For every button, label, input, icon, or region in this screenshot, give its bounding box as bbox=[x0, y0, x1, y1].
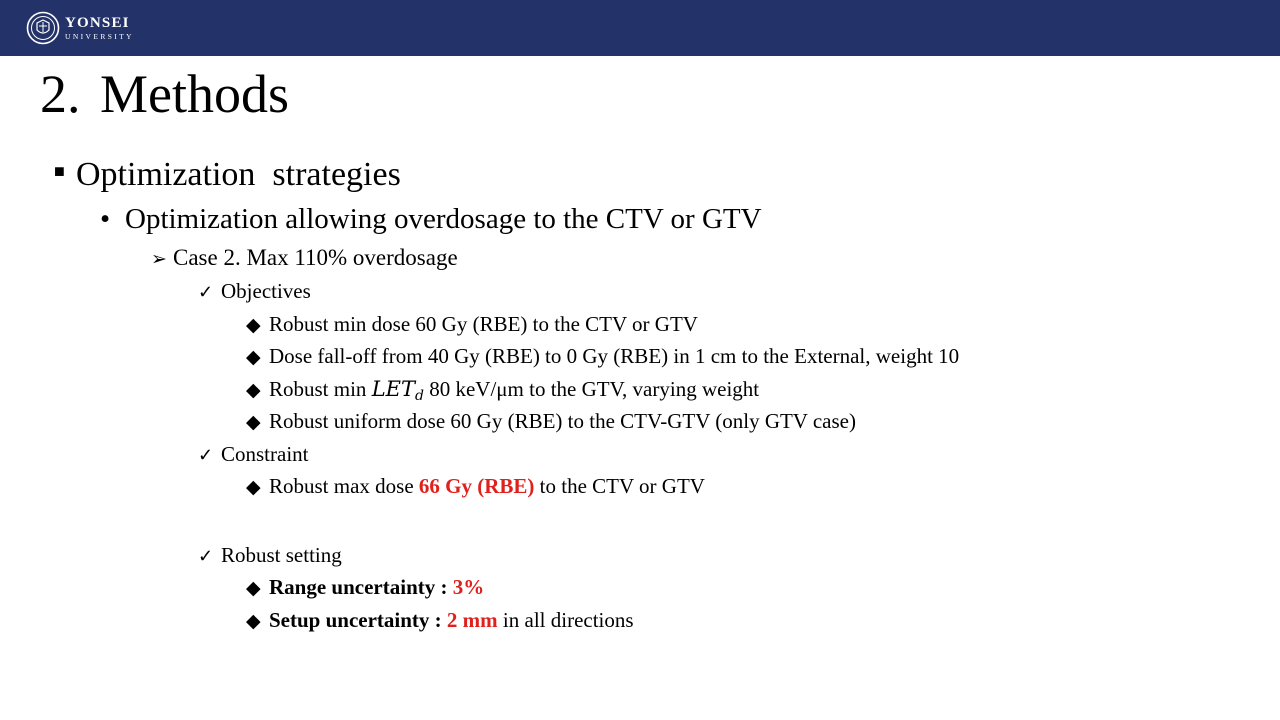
objective-text bbox=[269, 375, 759, 410]
objective-prefix: Robust min bbox=[269, 377, 372, 401]
setup-uncertainty-item bbox=[246, 606, 634, 636]
setup-uncertainty-suffix: in all directions bbox=[497, 608, 634, 632]
diamond-bullet-icon: ◆ bbox=[246, 380, 261, 401]
diamond-bullet-icon: ◆ bbox=[246, 477, 261, 498]
case-bullet bbox=[151, 243, 458, 275]
objective-item bbox=[246, 310, 698, 340]
constraint-suffix: to the CTV or GTV bbox=[534, 474, 705, 498]
section-heading: Optimization strategies bbox=[76, 156, 401, 193]
constraint-bullet bbox=[198, 440, 309, 469]
setup-uncertainty-label: Setup uncertainty : bbox=[269, 608, 447, 632]
subsection-bullet bbox=[100, 200, 762, 238]
robust-setting-bullet bbox=[198, 541, 342, 570]
diamond-bullet-icon: ◆ bbox=[246, 412, 261, 433]
objective-text: Robust uniform dose 60 Gy (RBE) to the CTV-GTV (only GTV case) bbox=[269, 409, 856, 433]
objectives-bullet bbox=[198, 277, 311, 306]
diamond-bullet-icon: ◆ bbox=[246, 347, 261, 368]
constraint-label: Constraint bbox=[221, 442, 309, 466]
constraint-text bbox=[269, 472, 705, 500]
slide-title bbox=[40, 62, 289, 126]
subsection-heading: Optimization allowing overdosage to the CTV or GTV bbox=[125, 203, 762, 235]
setup-uncertainty-value: 2 mm bbox=[446, 608, 498, 632]
title-number: 2. bbox=[40, 64, 81, 124]
diamond-bullet-icon: ◆ bbox=[246, 315, 261, 336]
checkmark-icon: ✓ bbox=[198, 282, 214, 302]
arrow-bullet-icon: ➢ bbox=[151, 249, 167, 270]
objective-text: Robust min dose 60 Gy (RBE) to the CTV or GTV bbox=[269, 312, 698, 336]
constraint-item bbox=[246, 472, 705, 502]
let-subscript: d bbox=[414, 388, 424, 404]
section-bullet bbox=[54, 153, 401, 201]
let-d-symbol bbox=[371, 377, 424, 404]
setup-uncertainty-text bbox=[269, 606, 634, 634]
range-uncertainty-label: Range uncertainty : bbox=[269, 575, 453, 599]
constraint-prefix: Robust max dose bbox=[269, 474, 419, 498]
objective-item bbox=[246, 407, 856, 437]
square-bullet-icon: ■ bbox=[54, 161, 65, 181]
constraint-highlight: 66 Gy (RBE) bbox=[418, 474, 535, 498]
let-symbol: LET bbox=[371, 377, 415, 401]
university-seal-icon bbox=[26, 11, 60, 45]
diamond-bullet-icon: ◆ bbox=[246, 611, 261, 632]
logo-subtitle: UNIVERSITY bbox=[65, 31, 134, 41]
objectives-label: Objectives bbox=[221, 279, 311, 303]
title-text: Methods bbox=[100, 64, 289, 124]
case-heading: Case 2. Max 110% overdosage bbox=[173, 245, 458, 270]
checkmark-icon: ✓ bbox=[198, 445, 214, 465]
objective-suffix: 80 keV/μm to the GTV, varying weight bbox=[423, 377, 760, 401]
range-uncertainty-text bbox=[269, 573, 484, 601]
robust-setting-label: Robust setting bbox=[221, 543, 342, 567]
dot-bullet-icon: • bbox=[100, 203, 111, 235]
objective-text: Dose fall-off from 40 Gy (RBE) to 0 Gy (RBE) in 1 cm to the External, weight 10 bbox=[269, 344, 960, 368]
header-bar bbox=[0, 0, 1280, 56]
diamond-bullet-icon: ◆ bbox=[246, 578, 261, 599]
yonsei-logo bbox=[26, 11, 134, 45]
objective-item bbox=[246, 375, 759, 410]
range-uncertainty-item bbox=[246, 573, 484, 603]
logo-name: YONSEI bbox=[65, 14, 130, 31]
checkmark-icon: ✓ bbox=[198, 546, 214, 566]
objective-item bbox=[246, 342, 959, 372]
range-uncertainty-value: 3% bbox=[452, 575, 485, 599]
